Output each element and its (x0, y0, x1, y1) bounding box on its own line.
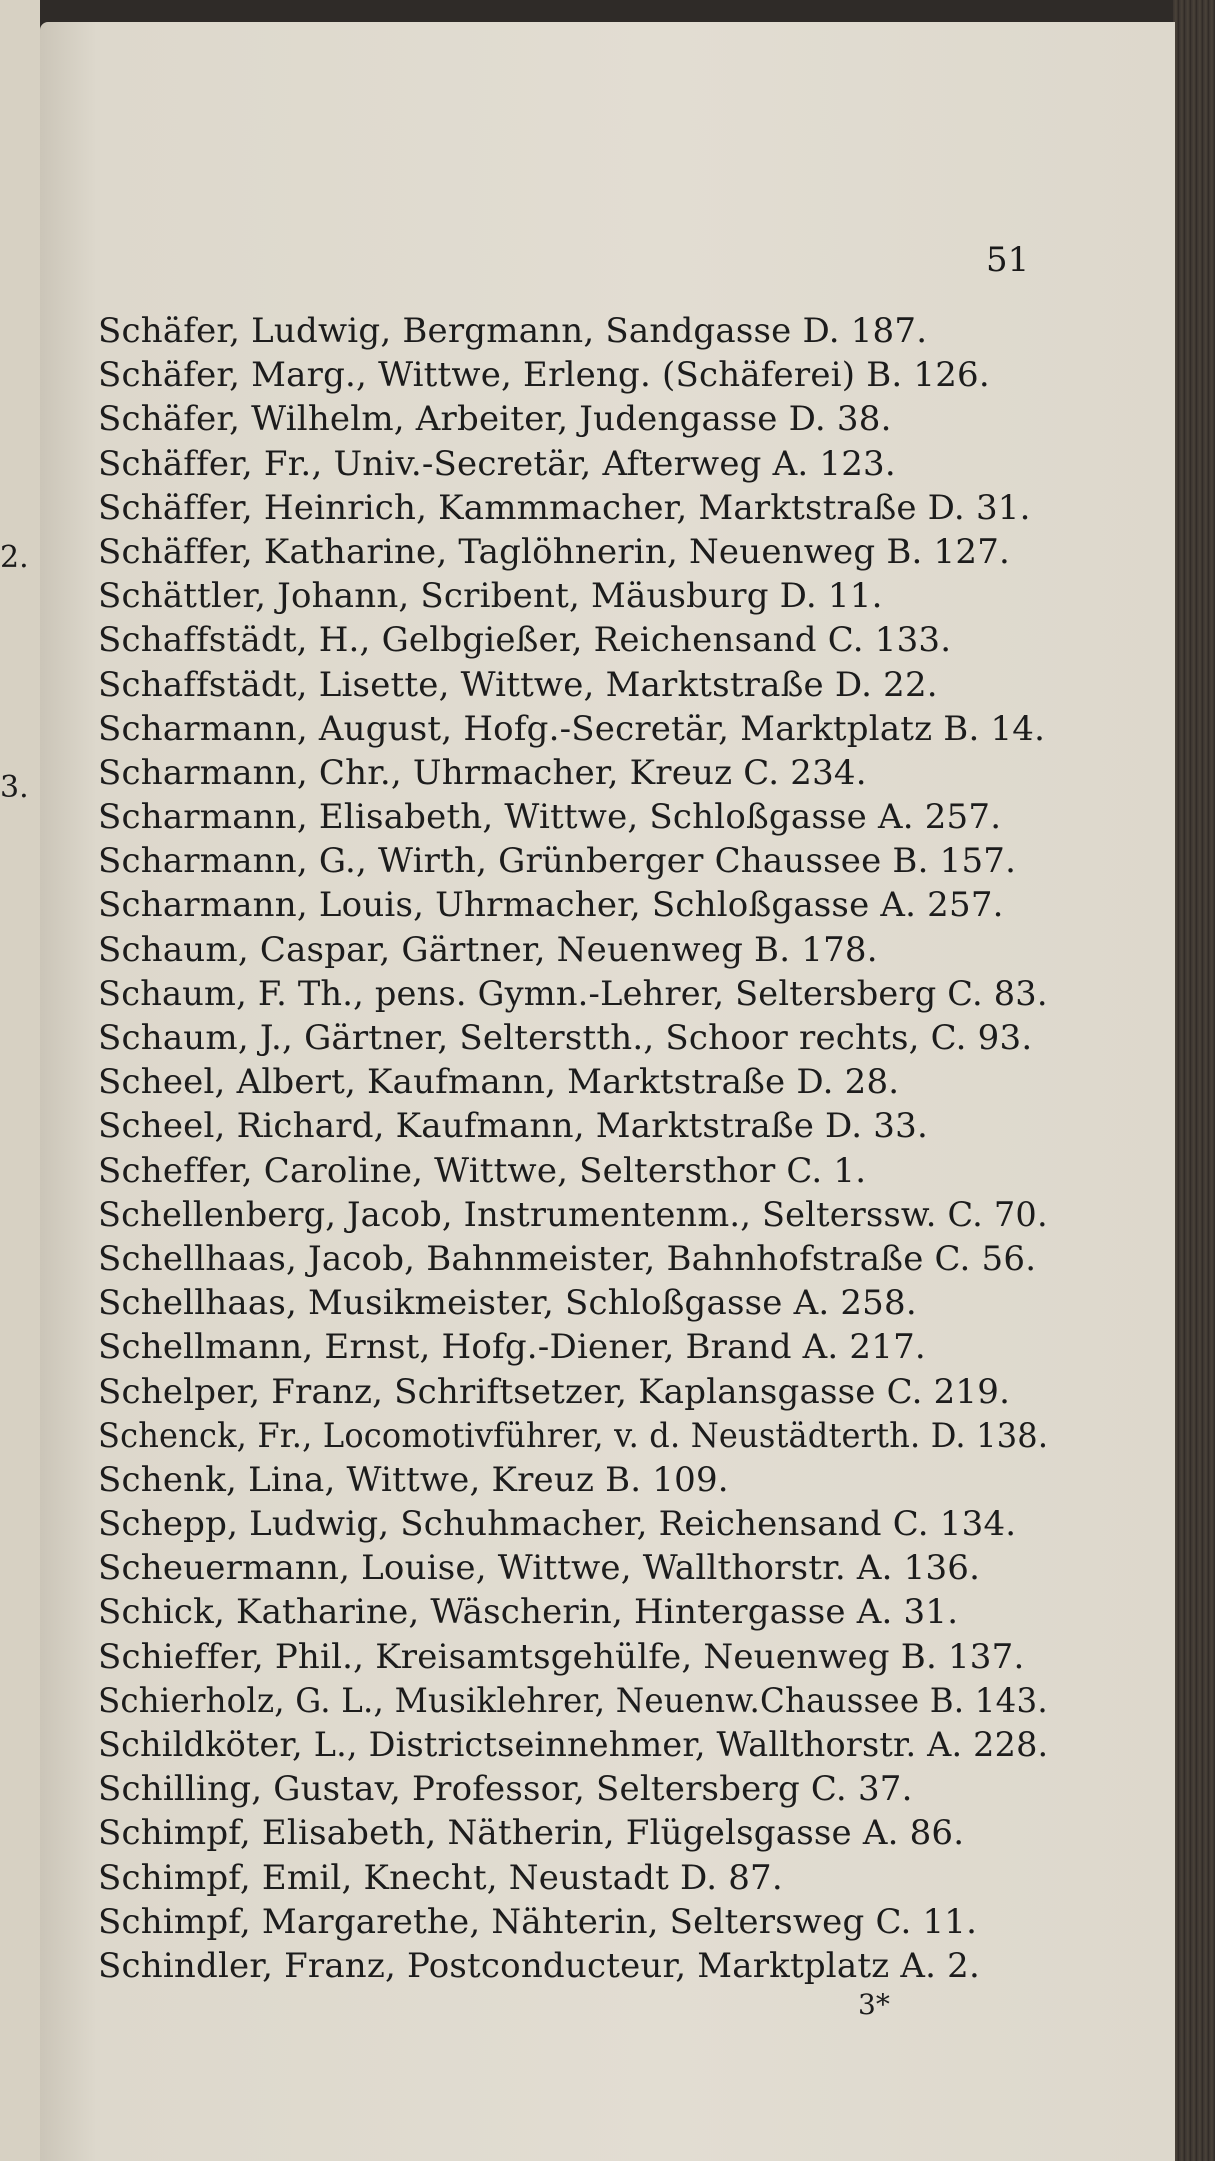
directory-entry: Schaum, Caspar, Gärtner, Neuenweg B. 178. (98, 929, 878, 970)
directory-entry: Schättler, Johann, Scribent, Mäusburg D. 11. (98, 576, 883, 617)
directory-entry: Schäffer, Fr., Univ.-Secretär, Afterweg A. 123. (98, 443, 896, 484)
directory-entry: Schaum, J., Gärtner, Selterstth., Schoor rechts, C. 93. (98, 1018, 1033, 1058)
directory-entry: Scharmann, G., Wirth, Grünberger Chaussee B. 157. (98, 841, 1017, 882)
directory-entry-list (98, 309, 1048, 1988)
document-page (40, 22, 1175, 2161)
directory-entry: Scheffer, Caroline, Wittwe, Seltersthor C. 1. (98, 1150, 867, 1191)
directory-entry: Schellhaas, Jacob, Bahnmeister, Bahnhofstraße C. 56. (98, 1238, 1037, 1279)
directory-entry: Schaffstädt, H., Gelbgießer, Reichensand C. 133. (98, 620, 952, 661)
book-page-edges (1173, 0, 1215, 2161)
directory-entry: Schellhaas, Musikmeister, Schloßgasse A. 258. (98, 1283, 917, 1324)
directory-entry: Schieffer, Phil., Kreisamtsgehülfe, Neuenweg B. 137. (98, 1636, 1025, 1677)
directory-entry: Schenck, Fr., Locomotivführer, v. d. Neustädterth. D. 138. (98, 1415, 1049, 1456)
page-number: 51 (986, 240, 1030, 280)
directory-entry: Schellmann, Ernst, Hofg.-Diener, Brand A. 217. (98, 1327, 926, 1368)
directory-entry: Scharmann, August, Hofg.-Secretär, Marktplatz B. 14. (98, 708, 1046, 749)
directory-entry: Schilling, Gustav, Professor, Seltersberg C. 37. (98, 1769, 913, 1810)
directory-entry: Scheel, Richard, Kaufmann, Marktstraße D. 33. (98, 1106, 928, 1147)
directory-entry: Schepp, Ludwig, Schuhmacher, Reichensand C. 134. (98, 1504, 1017, 1545)
directory-entry: Schindler, Franz, Postconducteur, Marktplatz A. 2. (98, 1945, 980, 1986)
directory-entry: Schenk, Lina, Wittwe, Kreuz B. 109. (98, 1459, 729, 1500)
directory-entry: Schick, Katharine, Wäscherin, Hintergasse A. 31. (98, 1592, 959, 1633)
directory-entry: Schierholz, G. L., Musiklehrer, Neuenw.Chaussee B. 143. (98, 1680, 1048, 1721)
directory-entry: Schäfer, Ludwig, Bergmann, Sandgasse D. 187. (98, 311, 928, 351)
directory-entry: Schaffstädt, Lisette, Wittwe, Marktstraße D. 22. (98, 664, 938, 705)
directory-entry: Schimpf, Margarethe, Nähterin, Seltersweg C. 11. (98, 1901, 978, 1942)
directory-entry: Scheel, Albert, Kaufmann, Marktstraße D. 28. (98, 1062, 900, 1103)
directory-entry: Schellenberg, Jacob, Instrumentenm., Selterssw. C. 70. (98, 1194, 1048, 1235)
directory-entry: Schaum, F. Th., pens. Gymn.-Lehrer, Seltersberg C. 83. (98, 973, 1048, 1014)
signature-mark: 3* (858, 1988, 890, 2021)
previous-page-fragment: 2. (0, 540, 29, 575)
directory-entry: Scheuermann, Louise, Wittwe, Wallthorstr. A. 136. (98, 1548, 981, 1589)
directory-entry: Scharmann, Chr., Uhrmacher, Kreuz C. 234. (98, 752, 867, 793)
directory-entry: Schimpf, Elisabeth, Nätherin, Flügelsgasse A. 86. (98, 1813, 965, 1854)
directory-entry: Schäfer, Wilhelm, Arbeiter, Judengasse D. 38. (98, 399, 892, 440)
directory-entry: Schimpf, Emil, Knecht, Neustadt D. 87. (98, 1857, 783, 1898)
directory-entry: Scharmann, Elisabeth, Wittwe, Schloßgasse A. 257. (98, 797, 1002, 838)
directory-entry: Schäfer, Marg., Wittwe, Erleng. (Schäferei) B. 126. (98, 355, 990, 396)
directory-entry: Scharmann, Louis, Uhrmacher, Schloßgasse A. 257. (98, 885, 1004, 926)
previous-page-edge (0, 0, 40, 2161)
directory-entry: Schildköter, L., Districtseinnehmer, Wallthorstr. A. 228. (98, 1725, 1049, 1765)
directory-entry: Schäffer, Katharine, Taglöhnerin, Neuenweg B. 127. (98, 531, 1011, 572)
directory-entry: Schelper, Franz, Schriftsetzer, Kaplansgasse C. 219. (98, 1371, 1011, 1412)
directory-entry: Schäffer, Heinrich, Kammmacher, Marktstraße D. 31. (98, 487, 1031, 528)
previous-page-fragment: 3. (0, 770, 29, 805)
